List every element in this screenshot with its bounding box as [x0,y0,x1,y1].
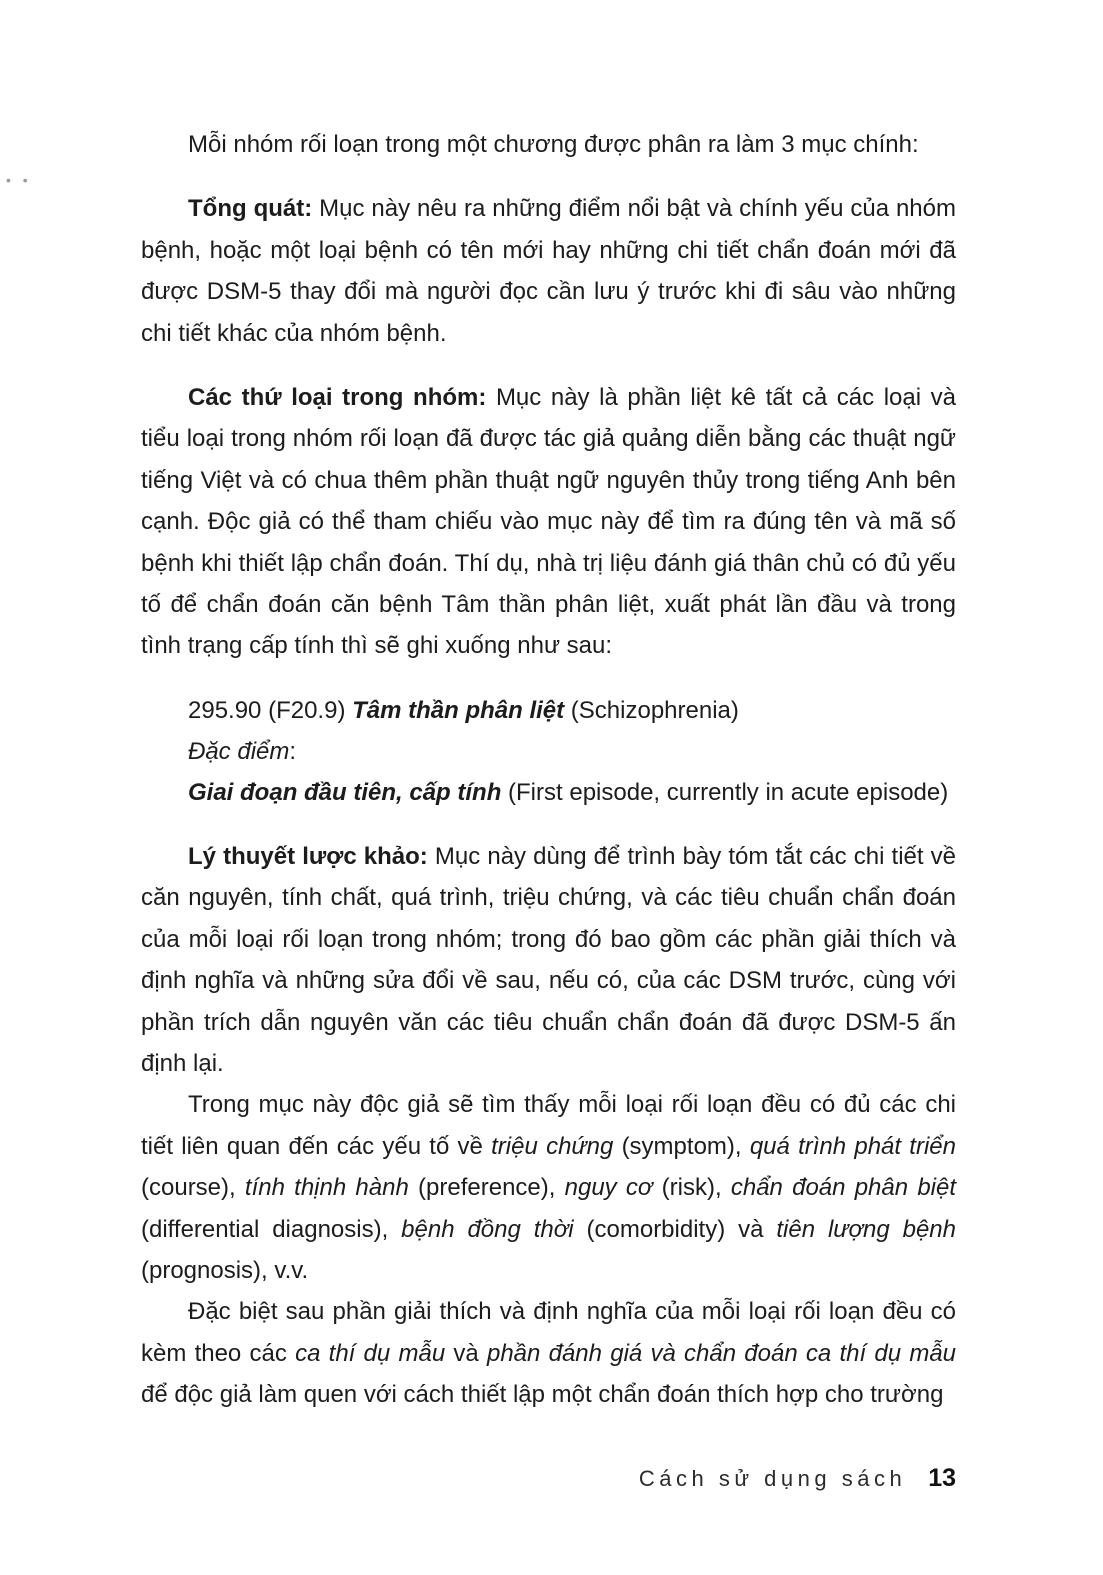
text-run: (preference), [408,1174,565,1202]
text-run: (symptom), [613,1132,750,1160]
example-spec-vi: Giai đoạn đầu tiên, cấp tính [188,778,502,806]
italic-term: bệnh đồng thời [401,1215,574,1243]
margin-mark: • • [6,172,32,188]
section-overview-term: Tổng quát: [188,195,313,223]
italic-term: chẩn đoán phân biệt [730,1174,957,1202]
example-name-en: (Schizophrenia) [564,696,739,724]
section-theory-term: Lý thuyết lược khảo: [188,842,428,870]
italic-term: tính thịnh hành [244,1174,409,1202]
example-spec-colon: : [289,737,297,765]
body-text [141,124,956,1416]
section-overview-text: Mục này nêu ra những điểm nổi bật và chính yếu của nhóm bệnh, hoặc một loại bệnh có tên mới hay những chi tiết chẩn đoán mới đã được DSM-5 thay đổi mà người đọc cần lưu ý trước khi đi sâu vào những chi tiết khác của nhóm bệnh. [141,195,956,347]
paragraph-case-examples [141,1291,956,1415]
italic-term: phần đánh giá và chẩn đoán ca thí dụ mẫu [486,1339,957,1367]
italic-term: triệu chứng [491,1132,614,1160]
italic-term: tiên lượng bệnh [776,1215,956,1243]
italic-term: nguy cơ [564,1174,653,1202]
example-spec-en: (First episode, currently in acute episode) [501,778,949,806]
text-run: (risk), [652,1174,731,1202]
text-run: (prognosis), v.v. [141,1256,309,1284]
italic-term: quá trình phát triển [749,1132,956,1160]
section-subtypes-term: Các thứ loại trong nhóm: [188,384,487,412]
example-spec-label: Đặc điểm [188,737,290,765]
diagnosis-example [188,690,956,813]
text-run: và [445,1339,487,1367]
paragraph-details [141,1084,956,1291]
page-number: 13 [928,1464,956,1492]
italic-term: ca thí dụ mẫu [295,1339,446,1367]
example-line-specifier [188,772,956,813]
section-overview [141,188,956,354]
example-line-code [188,690,956,731]
running-title: Cách sử dụng sách [638,1466,907,1491]
text-run: Trong mục này độc giả sẽ tìm thấy mỗi loại rối loạn đều có đủ các chi tiết liên quan đến các yếu tố về [141,1091,956,1160]
intro-paragraph: Mỗi nhóm rối loạn trong một chương được phân ra làm 3 mục chính: [188,131,919,158]
text-run: (course), [141,1174,245,1202]
page-footer [600,1464,956,1493]
section-theory-text: Mục này dùng để trình bày tóm tắt các chi tiết về căn nguyên, tính chất, quá trình, triệu chứng, và các tiêu chuẩn chẩn đoán của mỗi loại rối loạn trong nhóm; trong đó bao gồm các phần giải thích và định nghĩa và những sửa đổi về sau, nếu có, của các DSM trước, cùng với phần trích dẫn nguyên văn các tiêu chuẩn chẩn đoán đã được DSM-5 ấn định lại. [141,842,956,1077]
example-code: 295.90 (F20.9) [188,696,353,724]
text-run: Đặc biệt sau phần giải thích và định nghĩa của mỗi loại rối loạn đều có kèm theo các [141,1298,956,1367]
example-line-spec [188,731,956,772]
text-run: (comorbidity) và [573,1215,777,1243]
section-theory [141,836,956,1084]
example-name: Tâm thần phân liệt [352,696,565,724]
section-subtypes-text: Mục này là phần liệt kê tất cả các loại và tiểu loại trong nhóm rối loạn đã được tác giả quảng diễn bằng các thuật ngữ tiếng Việt và có chua thêm phần thuật ngữ nguyên thủy trong tiếng Anh bên cạnh. Độc giả có thể tham chiếu vào mục này để tìm ra đúng tên và mã số bệnh khi thiết lập chẩn đoán. Thí dụ, nhà trị liệu đánh giá thân chủ có đủ yếu tố để chẩn đoán căn bệnh Tâm thần phân liệt, xuất phát lần đầu và trong tình trạng cấp tính thì sẽ ghi xuống như sau: [141,384,956,660]
text-run: để độc giả làm quen với cách thiết lập một chẩn đoán thích hợp cho trường [141,1381,944,1409]
text-run: (differential diagnosis), [141,1215,402,1243]
section-subtypes [141,377,956,667]
